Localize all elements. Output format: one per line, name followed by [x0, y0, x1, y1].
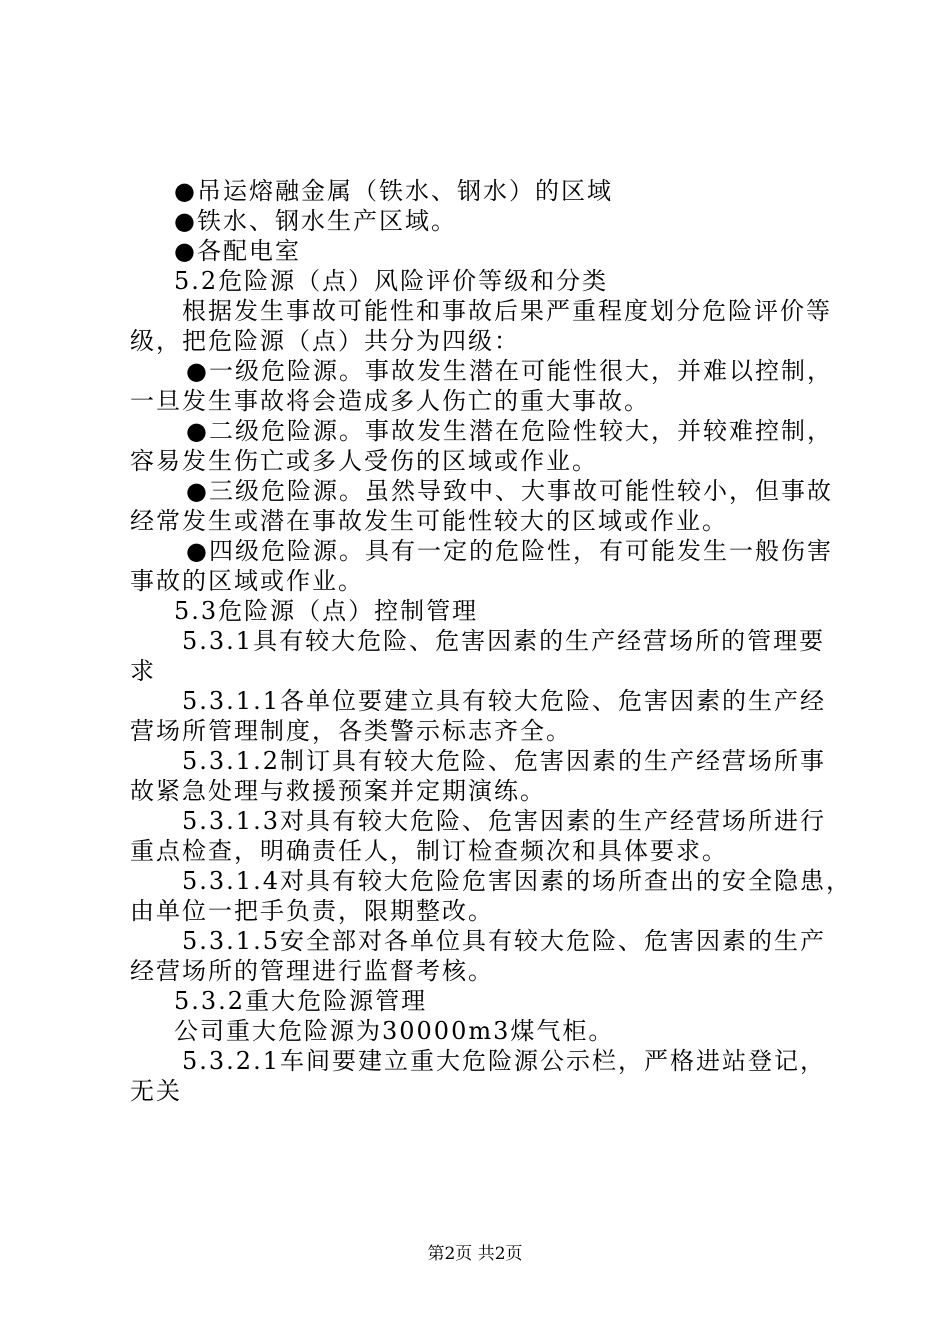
bullet-line: ●各配电室 — [174, 237, 301, 265]
paragraph-line: 由单位一把手负责，限期整改。 — [130, 897, 494, 925]
clause-line: 5.3.1.2制订具有较大危险、危害因素的生产经营场所事 — [182, 747, 826, 775]
bullet-line: ●二级危险源。事故发生潜在危险性较大，并较难控制， — [186, 417, 833, 445]
bullet-line: ●三级危险源。虽然导致中、大事故可能性较小，但事故 — [186, 477, 833, 505]
paragraph-line: 事故的区域或作业。 — [130, 567, 364, 595]
bullet-line: ●铁水、钢水生产区域。 — [174, 207, 457, 235]
bullet-line: ●吊运熔融金属（铁水、钢水）的区域 — [174, 177, 613, 205]
page-number-footer: 第2页 共2页 — [427, 1244, 523, 1264]
clause-line: 5.3.1.1各单位要建立具有较大危险、危害因素的生产经 — [182, 687, 826, 715]
subsection-heading-5-3-2: 5.3.2重大危险源管理 — [174, 987, 428, 1015]
paragraph-line: 经常发生或潜在事故发生可能性较大的区域或作业。 — [130, 507, 728, 535]
paragraph-line: 营场所管理制度，各类警示标志齐全。 — [130, 717, 572, 745]
paragraph-line: 根据发生事故可能性和事故后果严重程度划分危险评价等 — [182, 297, 832, 325]
paragraph-line: 故紧急处理与救援预案并定期演练。 — [130, 777, 546, 805]
paragraph-line: 求 — [130, 657, 156, 685]
paragraph-line: 级，把危险源（点）共分为四级： — [130, 327, 520, 355]
bullet-line: ●四级危险源。具有一定的危险性，有可能发生一般伤害 — [186, 537, 833, 565]
clause-line: 5.3.2.1车间要建立重大危险源公示栏，严格进站登记， — [182, 1047, 826, 1075]
section-heading-5-2: 5.2危险源（点）风险评价等级和分类 — [174, 267, 609, 295]
paragraph-line: 公司重大危险源为30000m3煤气柜。 — [174, 1017, 615, 1045]
paragraph-line: 经营场所的管理进行监督考核。 — [130, 957, 494, 985]
paragraph-line: 重点检查，明确责任人，制订检查频次和具体要求。 — [130, 837, 728, 865]
subsection-heading-5-3-1: 5.3.1具有较大危险、危害因素的生产经营场所的管理要 — [182, 627, 826, 655]
paragraph-line: 无关 — [130, 1077, 182, 1105]
bullet-line: ●一级危险源。事故发生潜在可能性很大，并难以控制， — [186, 357, 833, 385]
clause-line: 5.3.1.5安全部对各单位具有较大危险、危害因素的生产 — [182, 927, 826, 955]
clause-line: 5.3.1.3对具有较大危险、危害因素的生产经营场所进行 — [182, 807, 826, 835]
section-heading-5-3: 5.3危险源（点）控制管理 — [174, 597, 479, 625]
clause-line: 5.3.1.4对具有较大危险危害因素的场所查出的安全隐患， — [182, 867, 852, 895]
paragraph-line: 容易发生伤亡或多人受伤的区域或作业。 — [130, 447, 598, 475]
paragraph-line: 一旦发生事故将会造成多人伤亡的重大事故。 — [130, 387, 650, 415]
document-body — [130, 176, 852, 1106]
